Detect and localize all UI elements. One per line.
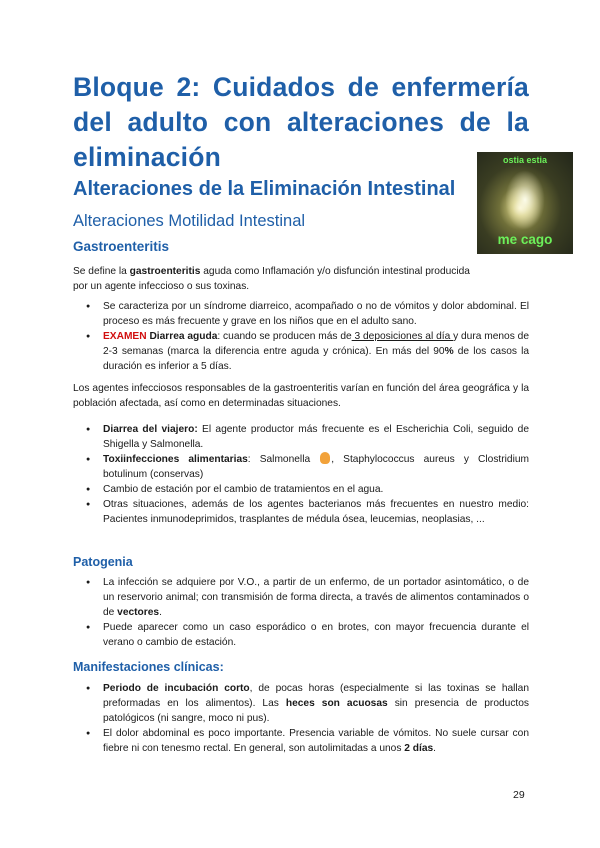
list-item: ● Se caracteriza por un síndrome diarreico, acompañado o no de vómitos y dolor abdominal. El proceso es más frecuente y grave en los niños que en el adulto sano. xyxy=(73,299,529,329)
list-item: ● Cambio de estación por el cambio de tratamientos en el agua. xyxy=(73,482,529,497)
manifestaciones-list xyxy=(73,681,529,756)
list-item: ● La infección se adquiere por V.O., a partir de un enfermo, de un portador asintomático, o de un reservorio animal; con transmisión de forma directa, a través de alimentos contaminados o de vectores. xyxy=(73,575,529,620)
list-item: ● Periodo de incubación corto, de pocas horas (especialmente si las toxinas se hallan preformadas en los alimentos). Las heces son acuosas sin presencia de productos patológicos (ni sangre, moco ni pus). xyxy=(73,681,529,726)
light-figure xyxy=(505,170,545,230)
agents-paragraph: Los agentes infecciosos responsables de la gastroenteritis varían en función del área geográfica y la población afectada, así como en determinadas situaciones. xyxy=(73,383,529,409)
hand-emoji-icon xyxy=(320,452,330,464)
list-item: ● EXAMEN Diarrea aguda: cuando se producen más de 3 deposiciones al día y dura menos de 2-3 semanas (marca la diferencia entre aguda y crónica). En más del 90% de los casos la duración es inferior a 5 días. xyxy=(73,329,529,374)
meme-image xyxy=(477,152,573,254)
agents-list xyxy=(73,422,529,527)
list-item: ● Toxiinfecciones alimentarias: Salmonella , Staphylococcus aureus y Clostridium botulinum (conservas) xyxy=(73,452,529,482)
meme-top-text: ostia estia xyxy=(502,155,548,165)
subsection-heading: Alteraciones Motilidad Intestinal xyxy=(73,212,306,230)
manifestaciones-heading: Manifestaciones clínicas: xyxy=(73,660,224,674)
page-number: 29 xyxy=(513,789,525,801)
exam-tag: EXAMEN xyxy=(103,331,147,342)
list-item: ● Puede aparecer como un caso esporádico o en brotes, con mayor frecuencia durante el verano o cambio de estación. xyxy=(73,620,529,650)
list-item: ● El dolor abdominal es poco importante. Presencia variable de vómitos. No suele cursar con fiebre ni con tenesmo rectal. En general, son autolimitadas a unos 2 días. xyxy=(73,726,529,756)
list-item: ● Diarrea del viajero: El agente productor más frecuente es el Escherichia Coli, seguido de Shigella y Salmonella. xyxy=(73,422,529,452)
characteristics-list xyxy=(73,299,529,374)
page-title: Bloque 2: Cuidados de enfermería del adulto con alteraciones de la eliminación xyxy=(73,72,529,172)
definition-paragraph: Se define la gastroenteritis aguda como Inflamación y/o disfunción intestinal producida por un agente infeccioso o sus toxinas. xyxy=(73,266,470,292)
list-item: ● Otras situaciones, además de los agentes bacterianos más frecuentes en nuestro medio: Pacientes inmunodeprimidos, trasplantes de médula ósea, leucemias, neoplasias, ... xyxy=(73,497,529,527)
gastroenteritis-heading: Gastroenteritis xyxy=(73,239,170,254)
patogenia-list xyxy=(73,575,529,650)
meme-bottom-text: me cago xyxy=(497,232,553,247)
section-heading: Alteraciones de la Eliminación Intestinal xyxy=(73,178,456,200)
patogenia-heading: Patogenia xyxy=(73,555,133,569)
